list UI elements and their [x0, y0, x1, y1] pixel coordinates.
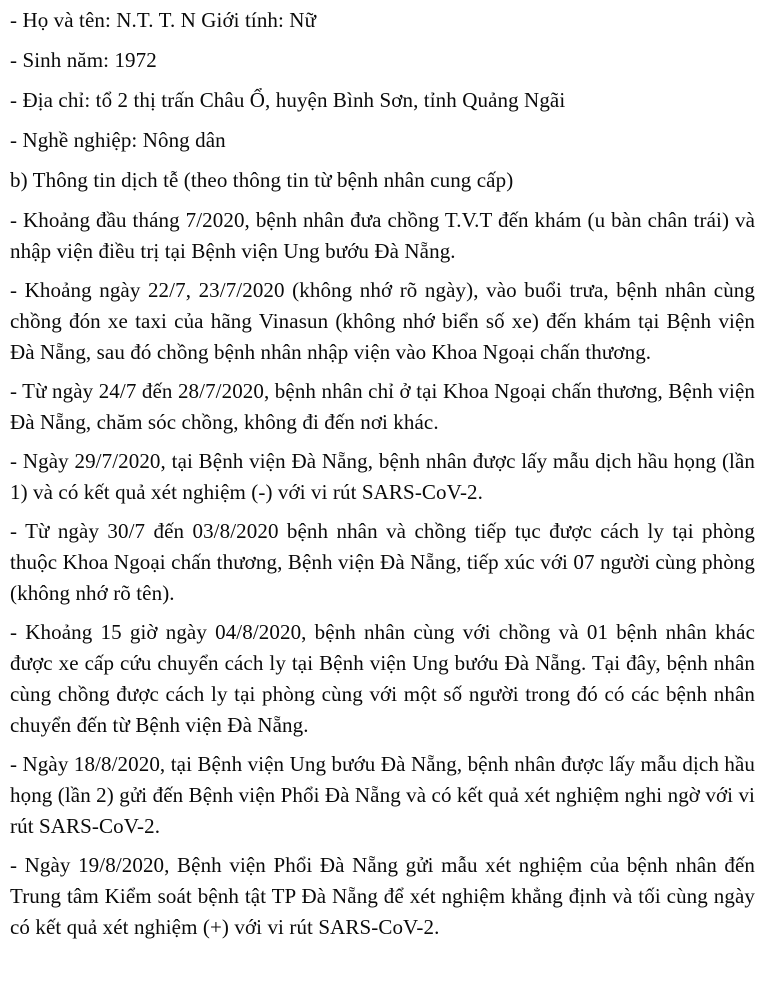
paragraph-early-july: - Khoảng đầu tháng 7/2020, bệnh nhân đưa chồng T.V.T đến khám (u bàn chân trái) và nhập viện điều trị tại Bệnh viện Ung bướu Đà Nẵng.	[10, 208, 755, 263]
paragraph-30july-03aug: - Từ ngày 30/7 đến 03/8/2020 bệnh nhân và chồng tiếp tục được cách ly tại phòng thuộc Khoa Ngoại chấn thương, Bệnh viện Đà Nẵng, tiếp xúc với 07 người cùng phòng (không nhớ rõ tên).	[10, 519, 755, 605]
patient-name-line: - Họ và tên: N.T. T. N Giới tính: Nữ	[10, 8, 317, 32]
paragraph-29-july-test1: - Ngày 29/7/2020, tại Bệnh viện Đà Nẵng, bệnh nhân được lấy mẫu dịch hầu họng (lần 1) và có kết quả xét nghiệm (-) với vi rút SARS-CoV-2.	[10, 449, 755, 504]
address-line: - Địa chỉ: tổ 2 thị trấn Châu Ổ, huyện Bình Sơn, tỉnh Quảng Ngãi	[10, 88, 566, 112]
section-heading: b) Thông tin dịch tễ (theo thông tin từ bệnh nhân cung cấp)	[10, 168, 514, 192]
paragraph-18-aug-test2: - Ngày 18/8/2020, tại Bệnh viện Ung bướu Đà Nẵng, bệnh nhân được lấy mẫu dịch hầu họng (lần 2) gửi đến Bệnh viện Phổi Đà Nẵng và có kết quả xét nghiệm nghi ngờ với vi rút SARS-CoV-2.	[10, 752, 755, 838]
birth-year-line: - Sinh năm: 1972	[10, 48, 157, 72]
paragraph-19-aug-confirm: - Ngày 19/8/2020, Bệnh viện Phổi Đà Nẵng gửi mẫu xét nghiệm của bệnh nhân đến Trung tâm Kiểm soát bệnh tật TP Đà Nẵng để xét nghiệm khẳng định và tối cùng ngày có kết quả xét nghiệm (+) với vi rút SARS-CoV-2.	[10, 853, 755, 939]
paragraph-taxi-22-23-july: - Khoảng ngày 22/7, 23/7/2020 (không nhớ rõ ngày), vào buổi trưa, bệnh nhân cùng chồng đón xe taxi của hãng Vinasun (không nhớ biển số xe) đến khám tại Bệnh viện Đà Nẵng, sau đó chồng bệnh nhân nhập viện vào Khoa Ngoại chấn thương.	[10, 278, 755, 364]
occupation-line: - Nghề nghiệp: Nông dân	[10, 128, 226, 152]
paragraph-04-aug-transfer: - Khoảng 15 giờ ngày 04/8/2020, bệnh nhân cùng với chồng và 01 bệnh nhân khác được xe cấp cứu chuyển cách ly tại Bệnh viện Ung bướu Đà Nẵng. Tại đây, bệnh nhân cùng chồng được cách ly tại phòng cùng với một số người trong đó có các bệnh nhân chuyển đến từ Bệnh viện Đà Nẵng.	[10, 620, 755, 737]
paragraph-24-28-july: - Từ ngày 24/7 đến 28/7/2020, bệnh nhân chỉ ở tại Khoa Ngoại chấn thương, Bệnh viện Đà Nẵng, chăm sóc chồng, không đi đến nơi khác.	[10, 379, 755, 434]
